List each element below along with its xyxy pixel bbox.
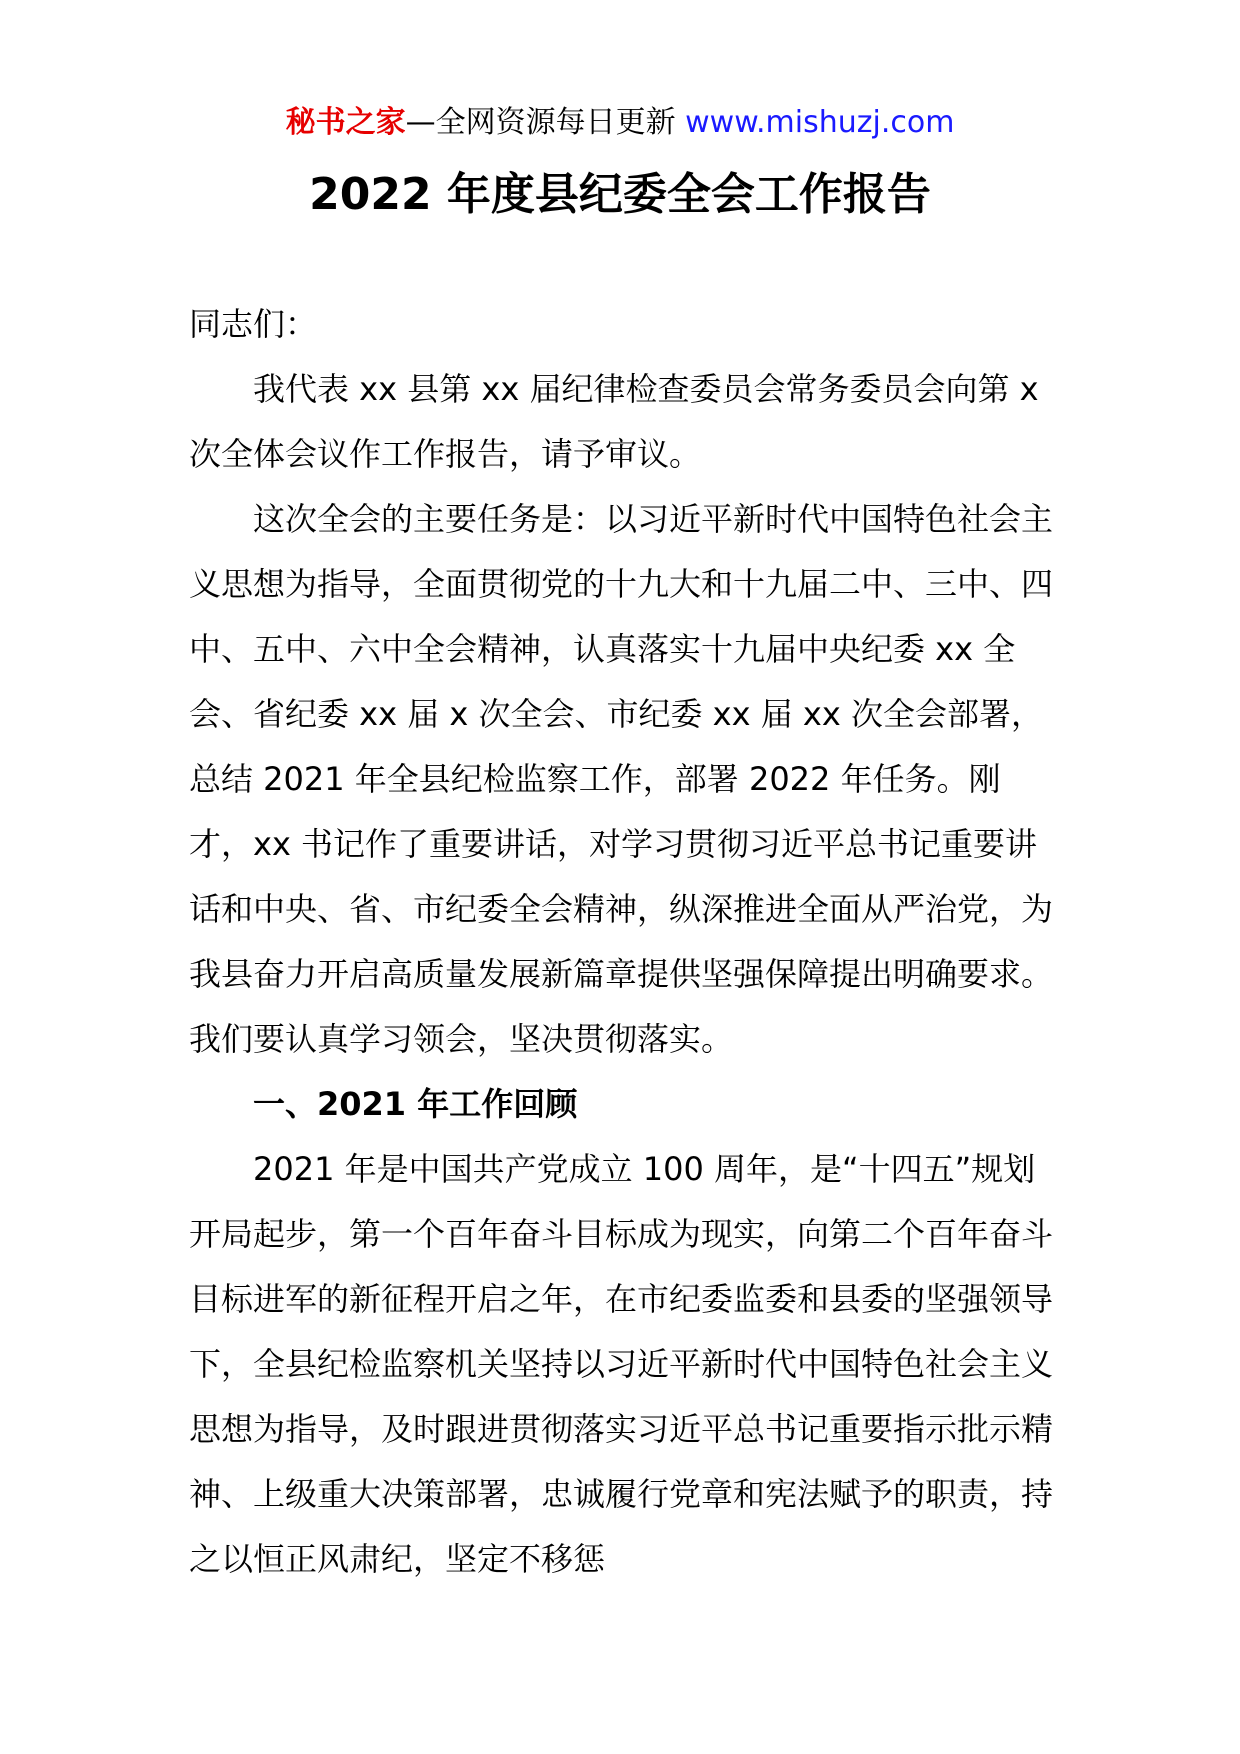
document-body xyxy=(189,292,1059,1592)
paragraph: 我代表 xx 县第 xx 届纪律检查委员会常务委员会向第 x 次全体会议作工作报告，请予审议。 xyxy=(189,370,1039,473)
site-tagline: —全网资源每日更新 xyxy=(405,105,686,140)
paragraph: 这次全会的主要任务是：以习近平新时代中国特色社会主义思想为指导，全面贯彻党的十九大和十九届二中、三中、四中、五中、六中全会精神，认真落实十九届中央纪委 xx 全会、省纪委 xx 届 x 次全会、市纪委 xx 届 xx 次全会部署，总结 2021 年全县纪检监察工作，部署 2022 年任务。刚才，xx 书记作了重要讲话，对学习贯彻习近平总书记重要讲话和中央、省、市纪委全会精神，纵深推进全面从严治党，为我县奋力开启高质量发展新篇章提供坚强保障提出明确要求。我们要认真学习领会，坚决贯彻落实。 xyxy=(189,500,1054,1058)
site-url-link[interactable]: www.mishuzj.com xyxy=(685,105,955,140)
site-banner xyxy=(0,100,1240,146)
document-title: 2022 年度县纪委全会工作报告 xyxy=(309,169,931,220)
site-brand: 秘书之家 xyxy=(285,105,406,140)
paragraph: 2021 年是中国共产党成立 100 周年，是“十四五”规划开局起步，第一个百年奋斗目标成为现实，向第二个百年奋斗目标进军的新征程开启之年，在市纪委监委和县委的坚强领导下，全县纪检监察机关坚持以习近平新时代中国特色社会主义思想为指导，及时跟进贯彻落实习近平总书记重要指示批示精神、上级重大决策部署，忠诚履行党章和宪法赋予的职责，持之以恒正风肃纪，坚定不移惩 xyxy=(189,1150,1054,1578)
salutation: 同志们： xyxy=(189,305,318,343)
section-heading: 一、2021 年工作回顾 xyxy=(253,1085,578,1123)
